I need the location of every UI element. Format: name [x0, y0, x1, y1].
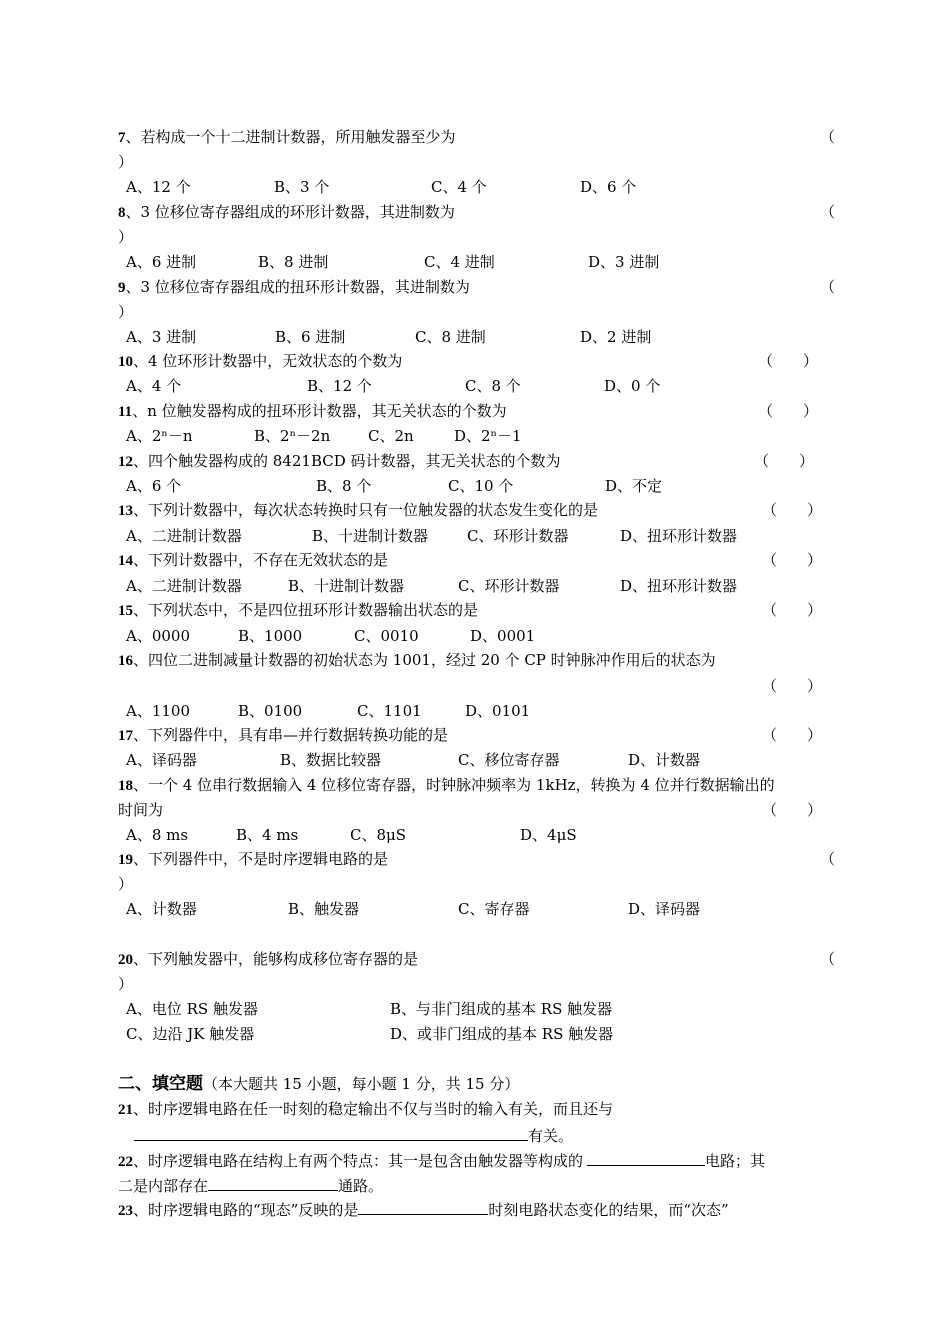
answer-paren: （ ）	[762, 677, 823, 695]
option-c: C、1101	[357, 702, 422, 720]
question-10: 10、4 位环形计数器中，无效状态的个数为	[118, 352, 403, 370]
option-d: D、不定	[605, 477, 663, 495]
option-c: C、环形计数器	[458, 577, 560, 595]
answer-paren-close: ）	[118, 875, 134, 893]
option-b: B、0100	[238, 702, 303, 720]
option-b: B、与非门组成的基本 RS 触发器	[390, 1000, 613, 1018]
question-19: 19、下列器件中，不是时序逻辑电路的是	[118, 850, 389, 868]
answer-blank[interactable]	[134, 1124, 528, 1141]
option-d: D、2 进制	[580, 328, 652, 346]
option-c: C、边沿 JK 触发器	[126, 1025, 255, 1043]
option-a: A、0000	[126, 627, 191, 645]
answer-paren-close: ）	[118, 153, 134, 171]
answer-blank[interactable]	[358, 1198, 488, 1215]
question-21-cont: 有关。	[134, 1124, 573, 1144]
question-15: 15、下列状态中，不是四位扭环形计数器输出状态的是	[118, 601, 479, 619]
option-c: C、8 个	[465, 377, 521, 395]
option-a: A、6 进制	[126, 253, 197, 271]
option-d: D、扭环形计数器	[620, 577, 738, 595]
option-b: B、3 个	[274, 178, 330, 196]
question-22-cont: 二是内部存在 通路。	[118, 1174, 383, 1194]
option-a: A、6 个	[126, 477, 182, 495]
option-c: C、0010	[354, 627, 419, 645]
answer-paren: （ ）	[758, 352, 819, 370]
answer-blank[interactable]	[208, 1174, 338, 1191]
question-18: 18、一个 4 位串行数据输入 4 位移位寄存器，时钟脉冲频率为 1kHz，转换为 4 位并行数据输出的	[118, 776, 775, 794]
answer-paren-close: ）	[118, 975, 134, 993]
option-c: C、8 进制	[415, 328, 486, 346]
question-9: 9、3 位移位寄存器组成的扭环形计数器，其进制数为	[118, 278, 470, 296]
option-d: D、扭环形计数器	[620, 527, 738, 545]
option-b: B、8 个	[316, 477, 372, 495]
question-7: 7、若构成一个十二进制计数器，所用触发器至少为	[118, 128, 456, 146]
question-18-cont: 时间为	[118, 801, 164, 819]
option-a: A、二进制计数器	[126, 527, 242, 545]
option-d: D、或非门组成的基本 RS 触发器	[390, 1025, 614, 1043]
question-22: 22、时序逻辑电路在结构上有两个特点：其一是包含由触发器等构成的 电路；其	[118, 1149, 765, 1169]
option-d: D、2ⁿ－1	[454, 427, 522, 445]
question-14: 14、下列计数器中，不存在无效状态的是	[118, 551, 389, 569]
option-b: B、6 进制	[275, 328, 346, 346]
answer-blank[interactable]	[587, 1149, 705, 1166]
answer-paren-open: （	[820, 950, 836, 968]
option-a: A、电位 RS 触发器	[126, 1000, 258, 1018]
option-a: A、译码器	[126, 751, 197, 769]
question-11: 11、n 位触发器构成的扭环形计数器，其无关状态的个数为	[118, 402, 507, 420]
option-a: A、4 个	[126, 377, 182, 395]
answer-paren: （ ）	[762, 551, 823, 569]
option-b: B、触发器	[288, 900, 360, 918]
option-d: D、0 个	[604, 377, 661, 395]
question-8: 8、3 位移位寄存器组成的环形计数器，其进制数为	[118, 203, 455, 221]
answer-paren: （ ）	[762, 601, 823, 619]
question-12: 12、四个触发器构成的 8421BCD 码计数器，其无关状态的个数为	[118, 452, 561, 470]
option-c: C、寄存器	[458, 900, 530, 918]
option-d: D、4μS	[520, 826, 577, 844]
option-d: D、3 进制	[588, 253, 660, 271]
option-d: D、译码器	[628, 900, 701, 918]
question-21: 21、时序逻辑电路在任一时刻的稳定输出不仅与当时的输入有关，而且还与	[118, 1100, 614, 1118]
answer-paren: （ ）	[754, 452, 815, 470]
option-a: A、8 ms	[126, 826, 189, 844]
option-d: D、0001	[470, 627, 536, 645]
option-a: A、计数器	[126, 900, 197, 918]
option-d: D、0101	[465, 702, 531, 720]
option-c: C、4 进制	[424, 253, 495, 271]
option-a: A、2ⁿ－n	[126, 427, 193, 445]
option-b: B、2ⁿ－2n	[254, 427, 331, 445]
answer-paren-open: （	[820, 850, 836, 868]
question-23: 23、时序逻辑电路的“现态”反映的是 时刻电路状态变化的结果，而“次态”	[118, 1198, 729, 1218]
answer-paren-open: （	[820, 278, 836, 296]
option-c: C、8μS	[350, 826, 407, 844]
option-b: B、数据比较器	[280, 751, 382, 769]
question-13: 13、下列计数器中，每次状态转换时只有一位触发器的状态发生变化的是	[118, 501, 599, 519]
question-17: 17、下列器件中，具有串—并行数据转换功能的是	[118, 726, 449, 744]
answer-paren: （ ）	[762, 501, 823, 519]
option-b: B、4 ms	[236, 826, 299, 844]
option-b: B、十进制计数器	[312, 527, 429, 545]
option-c: C、2n	[368, 427, 414, 445]
answer-paren-open: （	[820, 203, 836, 221]
option-a: A、3 进制	[126, 328, 197, 346]
answer-paren: （ ）	[762, 726, 823, 744]
option-a: A、12 个	[126, 178, 191, 196]
section-heading: 二、填空题（本大题共 15 小题，每小题 1 分，共 15 分）	[118, 1074, 520, 1094]
answer-paren-close: ）	[118, 303, 134, 321]
option-d: D、计数器	[628, 751, 701, 769]
answer-paren: （ ）	[758, 402, 819, 420]
option-c: C、环形计数器	[467, 527, 569, 545]
option-d: D、6 个	[580, 178, 637, 196]
option-a: A、二进制计数器	[126, 577, 242, 595]
option-c: C、移位寄存器	[458, 751, 560, 769]
option-c: C、10 个	[448, 477, 514, 495]
option-b: B、8 进制	[258, 253, 329, 271]
option-a: A、1100	[126, 702, 191, 720]
option-c: C、4 个	[431, 178, 487, 196]
question-20: 20、下列触发器中，能够构成移位寄存器的是	[118, 950, 419, 968]
option-b: B、1000	[238, 627, 303, 645]
answer-paren-close: ）	[118, 228, 134, 246]
answer-paren-open: （	[820, 128, 836, 146]
option-b: B、12 个	[307, 377, 372, 395]
question-16: 16、四位二进制减量计数器的初始状态为 1001，经过 20 个 CP 时钟脉冲作用后的状态为	[118, 651, 716, 669]
option-b: B、十进制计数器	[288, 577, 405, 595]
answer-paren: （ ）	[762, 801, 823, 819]
